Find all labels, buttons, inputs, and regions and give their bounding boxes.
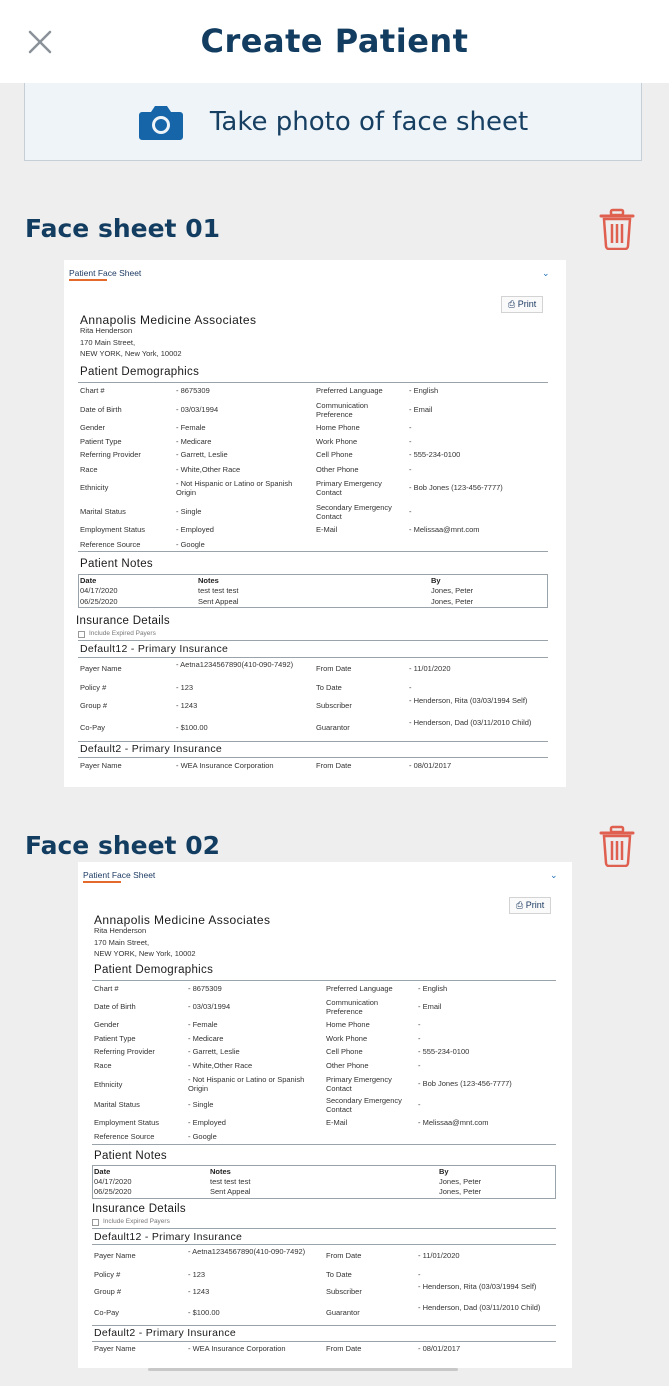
field-value: - (409, 507, 412, 516)
demographics-heading: Patient Demographics (80, 366, 200, 378)
page-title: Create Patient (200, 22, 469, 60)
notes-cell: test test test (198, 586, 239, 595)
field-label: From Date (316, 664, 352, 673)
divider (92, 980, 556, 981)
field-label: Gender (80, 423, 106, 432)
notes-table (78, 574, 548, 608)
field-value: - 1243 (176, 701, 198, 710)
field-value: - Female (176, 423, 206, 432)
notes-table (92, 1165, 556, 1199)
chevron-down-icon: ⌄ (542, 268, 550, 278)
address-line-2: NEW YORK, New York, 10002 (80, 349, 182, 358)
field-value: - 03/03/1994 (188, 1002, 231, 1011)
field-value: - Bob Jones (123-456-7777) (418, 1079, 512, 1088)
insurance-2-heading: Default2 - Primary Insurance (80, 743, 223, 755)
doc-tab: Patient Face Sheet (69, 268, 142, 278)
field-label: E-Mail (326, 1118, 348, 1127)
field-label: Patient Type (94, 1034, 136, 1043)
field-label: Secondary Emergency Contact (316, 503, 392, 521)
field-value: - WEA Insurance Corporation (188, 1344, 286, 1353)
field-value: - Single (176, 507, 202, 516)
field-label: From Date (326, 1251, 362, 1260)
field-label: Marital Status (94, 1100, 140, 1109)
field-value: - 03/03/1994 (176, 405, 219, 414)
address-line-2: NEW YORK, New York, 10002 (94, 949, 196, 958)
field-value: - 123 (188, 1270, 206, 1279)
field-value: - 08/01/2017 (418, 1344, 461, 1353)
field-label: Home Phone (326, 1020, 370, 1029)
include-expired-checkbox (92, 1219, 99, 1226)
field-label: Group # (80, 701, 108, 710)
patient-name: Rita Henderson (94, 926, 147, 935)
patient-name: Rita Henderson (80, 326, 133, 335)
field-label: Co-Pay (80, 723, 106, 732)
camera-icon (138, 103, 184, 141)
divider (78, 757, 548, 758)
divider (78, 382, 548, 383)
take-photo-label: Take photo of face sheet (209, 106, 529, 137)
field-label: Cell Phone (326, 1047, 363, 1056)
notes-heading: Patient Notes (80, 558, 153, 570)
divider (92, 1144, 556, 1145)
notes-cell: test test test (210, 1177, 251, 1186)
field-value: - (418, 1020, 421, 1029)
insurance-1-heading: Default12 - Primary Insurance (94, 1231, 243, 1243)
field-label: E-Mail (316, 525, 338, 534)
field-label: Payer Name (94, 1251, 136, 1260)
field-label: Chart # (94, 984, 119, 993)
notes-cell: Jones, Peter (439, 1187, 482, 1196)
field-label: Employment Status (80, 525, 146, 534)
field-value: - Henderson, Rita (03/03/1994 Self) (418, 1282, 537, 1291)
divider (92, 1244, 556, 1245)
insurance-heading: Insurance Details (92, 1203, 186, 1215)
divider (92, 1325, 556, 1326)
notes-col-header: Date (80, 576, 97, 585)
notes-cell: Jones, Peter (431, 597, 474, 606)
field-value: - Not Hispanic or Latino or Spanish Origin (176, 479, 293, 497)
notes-cell: 04/17/2020 (94, 1177, 132, 1186)
field-value: - Email (418, 1002, 442, 1011)
field-value: - $100.00 (188, 1308, 220, 1317)
field-value: - 555-234-0100 (409, 450, 461, 459)
field-value: - Employed (176, 525, 214, 534)
field-value: - Employed (188, 1118, 226, 1127)
field-label: From Date (316, 761, 352, 770)
field-value: - 8675309 (188, 984, 222, 993)
insurance-heading: Insurance Details (76, 615, 170, 627)
field-label: Group # (94, 1287, 122, 1296)
field-value: - Email (409, 405, 433, 414)
field-label: Guarantor (326, 1308, 360, 1317)
field-value: - 8675309 (176, 386, 210, 395)
field-value: - Garrett, Leslie (188, 1047, 240, 1056)
insurance-2-heading: Default2 - Primary Insurance (94, 1327, 237, 1339)
org-name: Annapolis Medicine Associates (80, 313, 257, 327)
field-label: Work Phone (326, 1034, 368, 1043)
notes-heading: Patient Notes (94, 1150, 167, 1162)
field-label: Policy # (94, 1270, 121, 1279)
field-label: Ethnicity (80, 483, 109, 492)
app-header (0, 0, 669, 83)
notes-cell: 06/25/2020 (94, 1187, 132, 1196)
field-label: Marital Status (80, 507, 126, 516)
field-value: - Melissaa@mnt.com (418, 1118, 489, 1127)
field-value: - $100.00 (176, 723, 208, 732)
field-label: Communication Preference (326, 998, 379, 1016)
field-label: To Date (316, 683, 342, 692)
print-label: Print (525, 900, 545, 910)
field-value: - (409, 683, 412, 692)
field-label: Primary Emergency Contact (326, 1075, 392, 1093)
notes-cell: Jones, Peter (431, 586, 474, 595)
field-label: Payer Name (80, 761, 122, 770)
field-value: - 123 (176, 683, 194, 692)
field-value: - Aetna1234567890(410-090-7492) (188, 1247, 306, 1256)
field-label: Date of Birth (94, 1002, 136, 1011)
field-value: - 08/01/2017 (409, 761, 452, 770)
field-label: Home Phone (316, 423, 360, 432)
field-value: - Bob Jones (123-456-7777) (409, 483, 503, 492)
field-label: Payer Name (80, 664, 122, 673)
field-value: - (409, 437, 412, 446)
field-label: Other Phone (326, 1061, 369, 1070)
trash-icon[interactable] (599, 825, 635, 867)
doc-tab: Patient Face Sheet (83, 870, 156, 880)
org-name: Annapolis Medicine Associates (94, 913, 271, 927)
field-value: - 1243 (188, 1287, 210, 1296)
demographics-heading: Patient Demographics (94, 964, 214, 976)
field-label: From Date (326, 1344, 362, 1353)
field-value: - White,Other Race (176, 465, 241, 474)
field-value: - Not Hispanic or Latino or Spanish Origin (188, 1075, 305, 1093)
divider (78, 657, 548, 658)
notes-col-header: By (431, 576, 441, 585)
chevron-down-icon: ⌄ (550, 870, 558, 880)
field-label: To Date (326, 1270, 352, 1279)
divider (78, 640, 548, 641)
field-label: Referring Provider (94, 1047, 155, 1056)
divider (92, 1228, 556, 1229)
field-value: - English (418, 984, 448, 993)
field-value: - Melissaa@mnt.com (409, 525, 480, 534)
notes-cell: 04/17/2020 (80, 586, 118, 595)
field-label: Guarantor (316, 723, 350, 732)
field-label: Reference Source (94, 1132, 155, 1141)
notes-col-header: Date (94, 1167, 111, 1176)
field-value: - Henderson, Dad (03/11/2010 Child) (418, 1303, 541, 1312)
field-value: - 555-234-0100 (418, 1047, 470, 1056)
field-label: Race (80, 465, 98, 474)
trash-icon[interactable] (599, 208, 635, 250)
field-value: - Aetna1234567890(410-090-7492) (176, 660, 294, 669)
divider (78, 551, 548, 552)
field-value: - (409, 423, 412, 432)
doc-tab-underline (69, 279, 107, 281)
address-line-1: 170 Main Street, (80, 338, 136, 347)
notes-cell: 06/25/2020 (80, 597, 118, 606)
field-value: - Henderson, Rita (03/03/1994 Self) (409, 696, 528, 705)
field-label: Ethnicity (94, 1080, 123, 1089)
notes-col-header: Notes (210, 1167, 231, 1176)
field-label: Other Phone (316, 465, 359, 474)
field-label: Preferred Language (326, 984, 393, 993)
field-label: Subscriber (326, 1287, 362, 1296)
field-value: - (418, 1061, 421, 1070)
print-button: ⎙ Print (501, 296, 543, 313)
field-value: - 11/01/2020 (409, 664, 451, 673)
field-value: - WEA Insurance Corporation (176, 761, 274, 770)
notes-cell: Jones, Peter (439, 1177, 482, 1186)
include-expired-label: Include Expired Payers (89, 630, 156, 637)
field-label: Patient Type (80, 437, 122, 446)
field-label: Communication Preference (316, 401, 369, 419)
address-line-1: 170 Main Street, (94, 938, 150, 947)
include-expired-checkbox (78, 631, 85, 638)
field-label: Subscriber (316, 701, 352, 710)
field-value: - Google (176, 540, 205, 549)
notes-cell: Sent Appeal (198, 597, 239, 606)
face-sheet-image[interactable] (64, 260, 566, 787)
field-label: Cell Phone (316, 450, 353, 459)
field-label: Referring Provider (80, 450, 141, 459)
notes-col-header: Notes (198, 576, 219, 585)
field-value: - (418, 1100, 421, 1109)
field-value: - Single (188, 1100, 214, 1109)
field-label: Policy # (80, 683, 107, 692)
field-value: - White,Other Race (188, 1061, 253, 1070)
field-value: - Garrett, Leslie (176, 450, 228, 459)
face-sheet-title: Face sheet 02 (25, 831, 220, 860)
field-label: Co-Pay (94, 1308, 120, 1317)
field-label: Preferred Language (316, 386, 383, 395)
field-label: Reference Source (80, 540, 141, 549)
divider (92, 1341, 556, 1342)
field-label: Date of Birth (80, 405, 122, 414)
divider (78, 741, 548, 742)
field-value: - (418, 1034, 421, 1043)
scroll-indicator[interactable] (148, 1368, 458, 1371)
field-value: - Female (188, 1020, 218, 1029)
field-label: Employment Status (94, 1118, 160, 1127)
field-value: - English (409, 386, 439, 395)
take-photo-button[interactable] (24, 83, 642, 161)
field-label: Primary Emergency Contact (316, 479, 382, 497)
print-label: Print (517, 299, 537, 309)
field-value: - Medicare (188, 1034, 224, 1043)
field-label: Payer Name (94, 1344, 136, 1353)
field-value: - (409, 465, 412, 474)
field-label: Gender (94, 1020, 120, 1029)
notes-cell: Sent Appeal (210, 1187, 251, 1196)
field-value: - Henderson, Dad (03/11/2010 Child) (409, 718, 532, 727)
field-value: - (418, 1270, 421, 1279)
field-value: - 11/01/2020 (418, 1251, 460, 1260)
face-sheet-image[interactable] (78, 862, 572, 1368)
doc-tab-underline (83, 881, 121, 883)
field-label: Chart # (80, 386, 105, 395)
include-expired-label: Include Expired Payers (103, 1218, 170, 1225)
field-label: Work Phone (316, 437, 358, 446)
field-value: - Google (188, 1132, 217, 1141)
notes-col-header: By (439, 1167, 449, 1176)
field-label: Race (94, 1061, 112, 1070)
print-button: ⎙ Print (509, 897, 551, 914)
insurance-1-heading: Default12 - Primary Insurance (80, 643, 229, 655)
field-label: Secondary Emergency Contact (326, 1096, 402, 1114)
field-value: - Medicare (176, 437, 212, 446)
face-sheet-title: Face sheet 01 (25, 214, 220, 243)
